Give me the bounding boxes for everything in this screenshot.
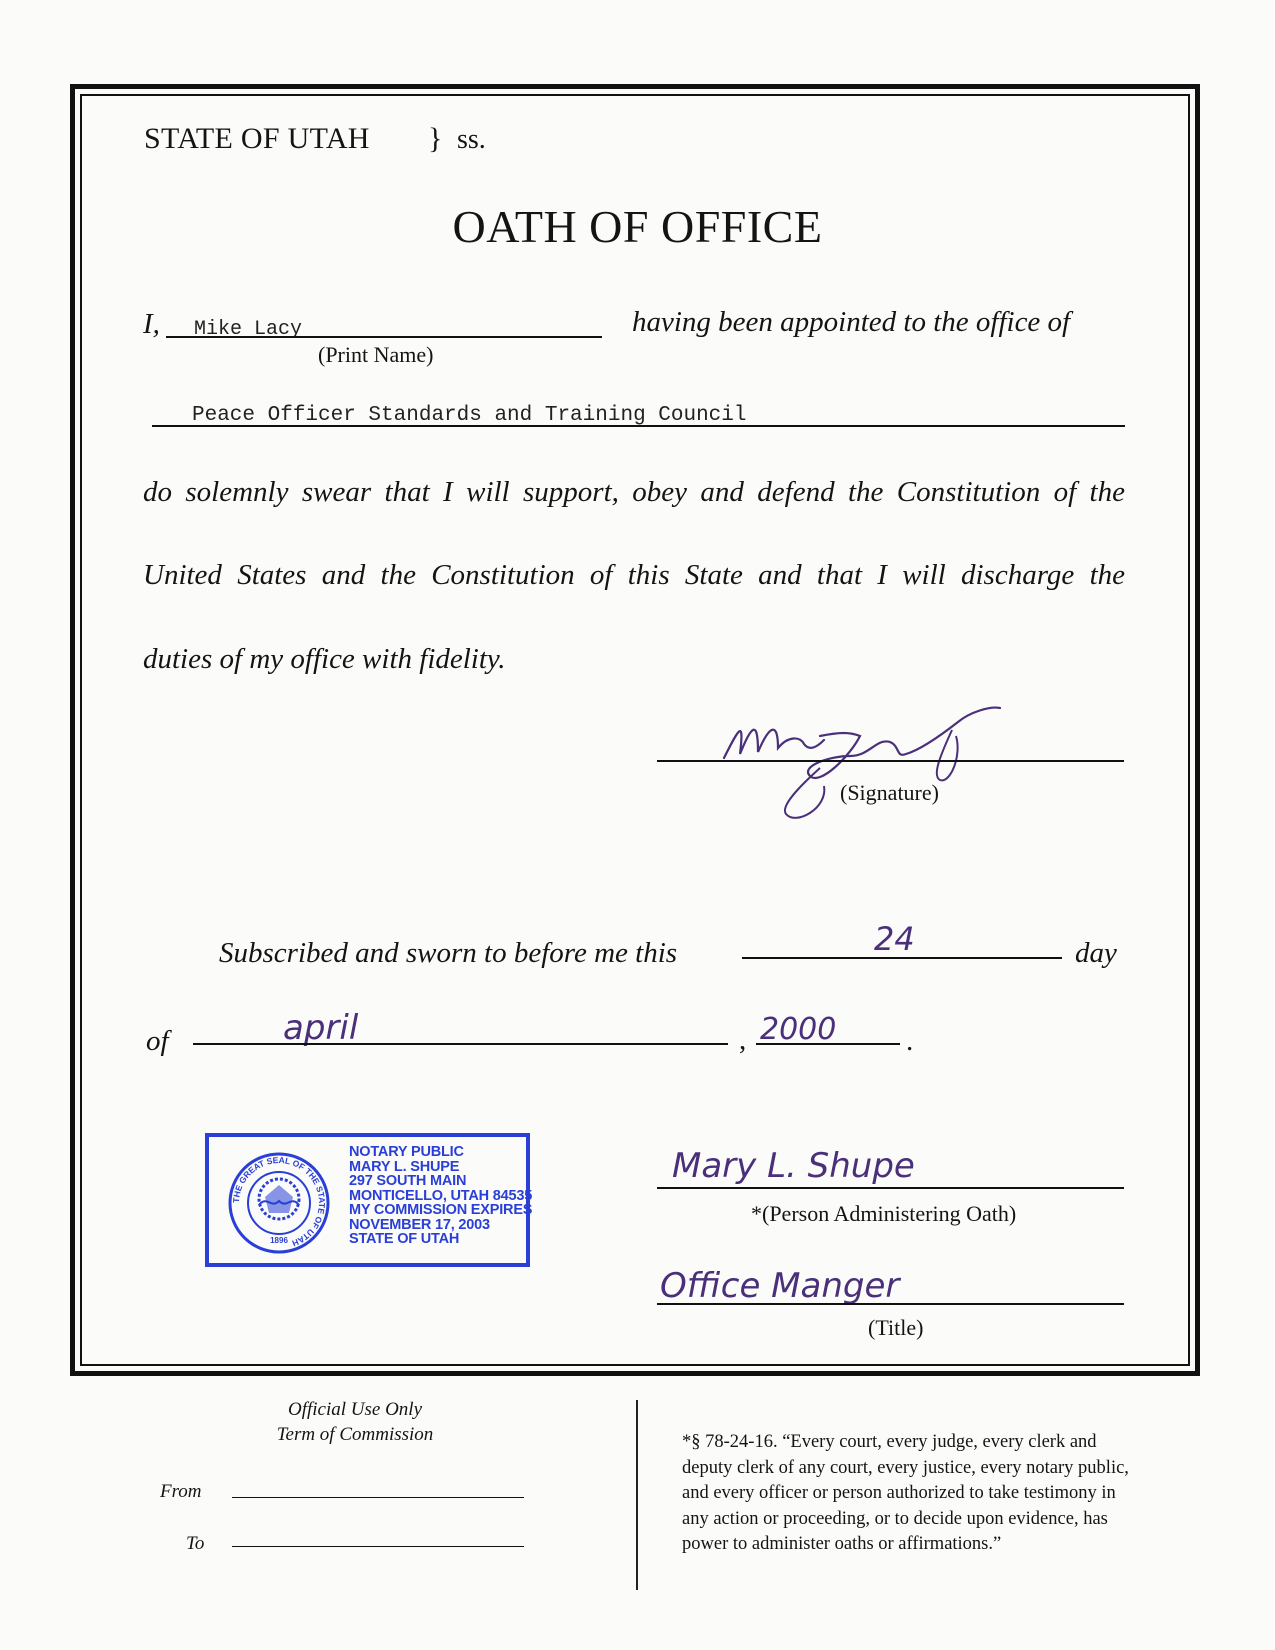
print-name-label: (Print Name) xyxy=(318,342,434,367)
seal-year: 1896 xyxy=(270,1236,288,1245)
day-value: 24 xyxy=(874,920,915,958)
notary-stamp xyxy=(205,1133,533,1267)
name-value: Mike Lacy xyxy=(194,318,303,341)
day-label: day xyxy=(1075,937,1117,969)
appointed-text: having been appointed to the office of xyxy=(632,306,1071,338)
statute-text xyxy=(682,1430,1202,1558)
month-line xyxy=(193,1043,728,1045)
title-label: (Title) xyxy=(868,1315,924,1340)
name-line xyxy=(166,336,602,338)
stamp-text xyxy=(349,1145,532,1247)
stamp-line: MARY L. SHUPE xyxy=(349,1158,460,1175)
from-line xyxy=(232,1497,524,1498)
stamp-line: 297 SOUTH MAIN xyxy=(349,1173,467,1189)
administrator-signature: Mary L. Shupe xyxy=(672,1146,915,1186)
ss-abbreviation: ss. xyxy=(457,124,486,155)
signature-label: (Signature) xyxy=(840,780,939,805)
official-use-label: Official Use Only xyxy=(287,1399,423,1420)
date-period: . xyxy=(906,1025,914,1057)
of-label: of xyxy=(146,1025,169,1057)
oath-line-3: duties of my office with fidelity. xyxy=(143,643,506,675)
day-line xyxy=(742,957,1062,959)
office-value: Peace Officer Standards and Training Council xyxy=(192,404,747,427)
statute-line: and every officer or person authorized to take testimony in xyxy=(682,1483,1116,1503)
office-line xyxy=(152,425,1125,427)
to-label: To xyxy=(186,1533,205,1554)
signature-line xyxy=(657,760,1124,762)
month-value: april xyxy=(283,1008,359,1048)
statute-line: deputy clerk of any court, every justice, every notary public, xyxy=(682,1457,1129,1478)
document-title: OATH OF OFFICE xyxy=(452,201,823,252)
title-value: Office Manger xyxy=(660,1266,900,1306)
administrator-label: *(Person Administering Oath) xyxy=(751,1201,1017,1226)
footer-divider xyxy=(636,1400,638,1590)
oath-line-1: do solemnly swear that I will support, obey and defend the Constitution of the xyxy=(143,476,1125,508)
stamp-line: MONTICELLO, UTAH 84535 xyxy=(349,1187,533,1204)
stamp-line: MY COMMISSION EXPIRES xyxy=(349,1202,533,1218)
to-line xyxy=(232,1546,524,1547)
subscribed-text: Subscribed and sworn to before me this xyxy=(219,937,678,969)
seal-text: THE GREAT SEAL OF THE STATE OF UTAH xyxy=(230,1154,328,1249)
state-seal-icon xyxy=(227,1151,331,1255)
statute-line: *§ 78-24-16. “Every court, every judge, every clerk and xyxy=(682,1432,1097,1452)
state-heading: STATE OF UTAH xyxy=(144,122,370,155)
statute-line: any action or proceeding, or to decide upon evidence, has xyxy=(682,1508,1108,1529)
stamp-line: STATE OF UTAH xyxy=(349,1231,460,1247)
title-line xyxy=(657,1303,1124,1305)
oath-line-2: United States and the Constitution of this State and that I will discharge the xyxy=(143,559,1125,591)
state-brace: } xyxy=(428,122,443,155)
from-label: From xyxy=(160,1481,202,1502)
stamp-line: NOVEMBER 17, 2003 xyxy=(349,1216,490,1233)
oath-i-lead: I, xyxy=(143,308,160,340)
term-of-commission-label: Term of Commission xyxy=(276,1424,434,1445)
date-comma: , xyxy=(739,1024,747,1056)
year-value: 2000 xyxy=(760,1012,837,1047)
administrator-line xyxy=(657,1187,1124,1189)
stamp-line: NOTARY PUBLIC xyxy=(349,1144,464,1160)
statute-line: power to administer oaths or affirmations.” xyxy=(682,1534,1002,1554)
year-line xyxy=(756,1043,900,1045)
